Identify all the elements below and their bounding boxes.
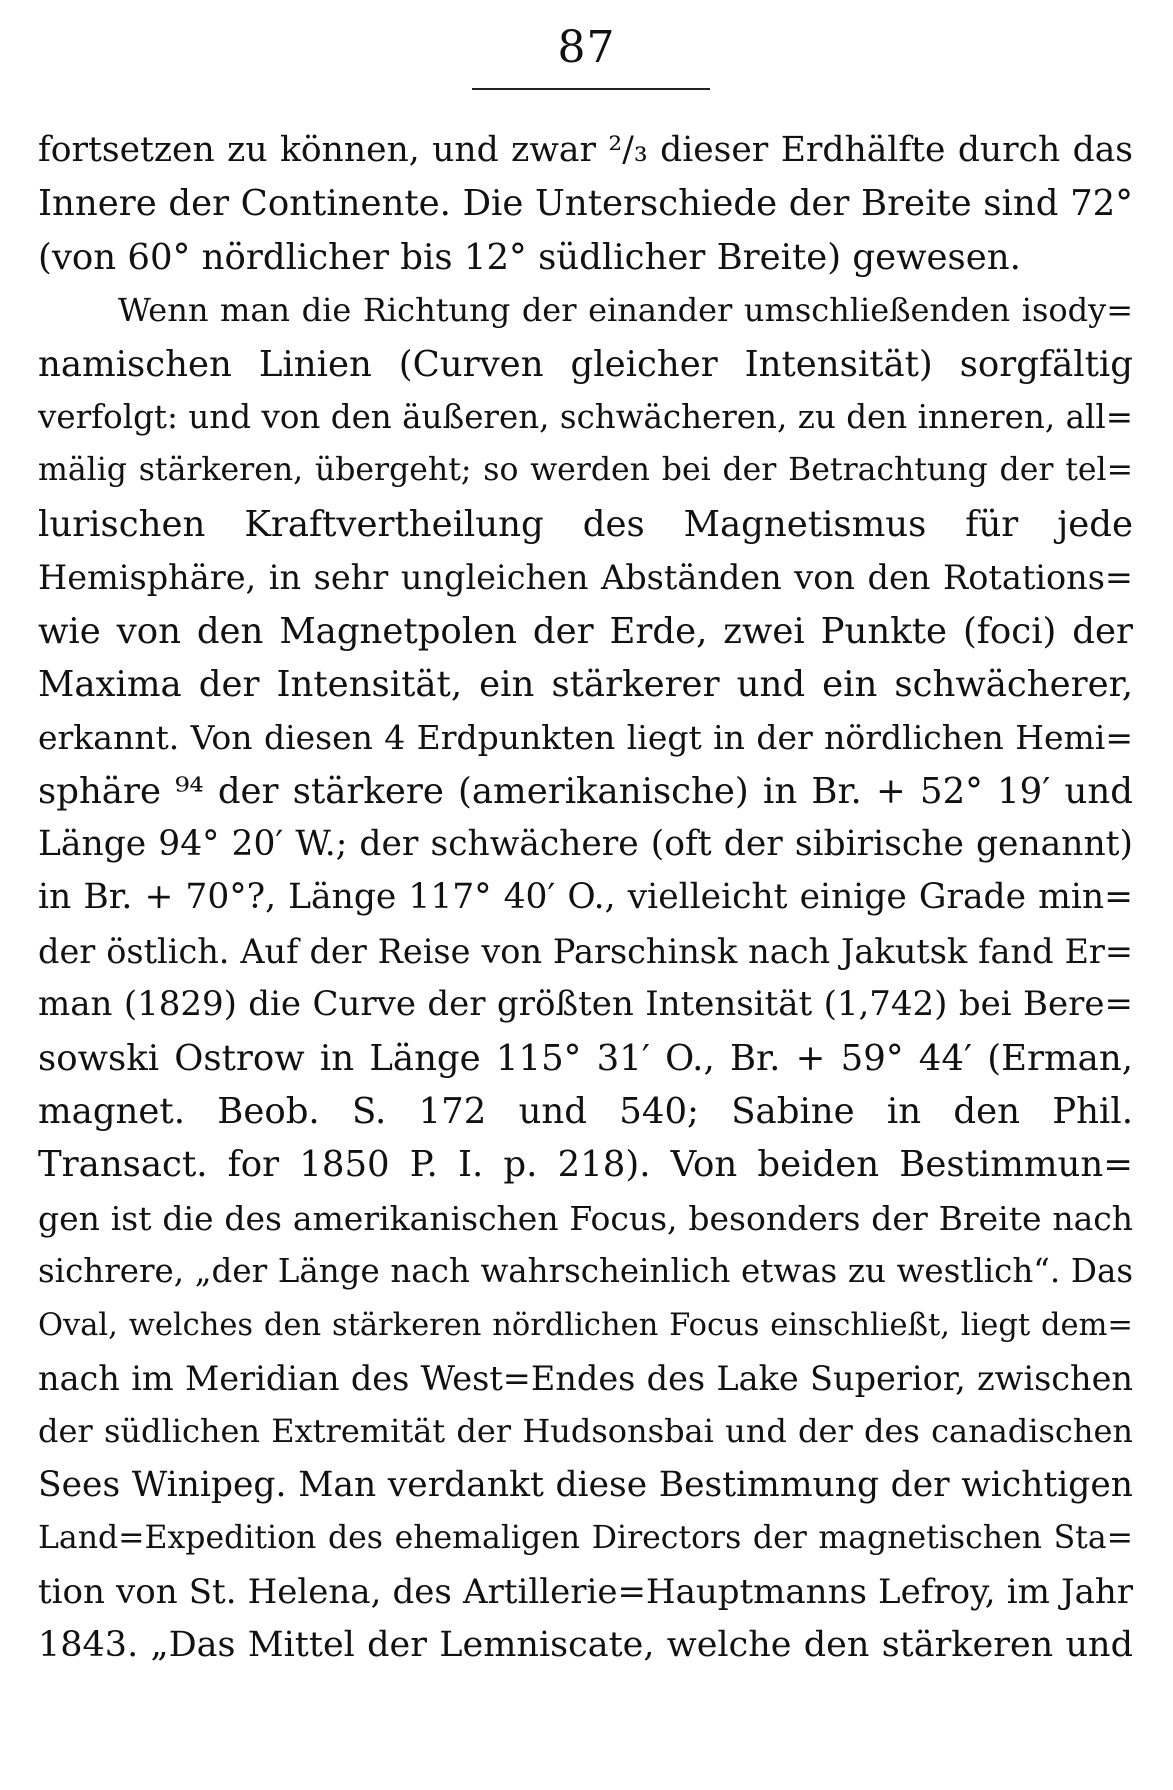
text-line: gen ist die des amerikanischen Focus, besonders der Breite nach [38,1198,1133,1238]
text-line: Innere der Continente. Die Unterschiede der Breite sind 72° [38,183,1133,225]
text-line: der östlich. Auf der Reise von Parschinsk nach Jakutsk fand Er= [38,931,1133,971]
text-line: magnet. Beob. S. 172 und 540; Sabine in den Phil. [38,1091,1133,1133]
text-line: der südlichen Extremität der Hudsonsbai und der des canadischen [38,1412,1133,1451]
text-line: nach im Meridian des West=Endes des Lake Superior, zwischen [38,1358,1133,1398]
text-line: tion von St. Helena, des Artillerie=Hauptmanns Lefroy, im Jahr [38,1571,1133,1612]
text-line: wie von den Magnetpolen der Erde, zwei Punkte (foci) der [38,610,1133,652]
text-line: fortsetzen zu können, und zwar ²/₃ dieser Erdhälfte durch das [38,130,1133,170]
text-line: in Br. + 70°?, Länge 117° 40′ O., vielleicht einige Grade min= [38,877,1133,918]
text-line: Land=Expedition des ehemaligen Directors der magnetischen Sta= [38,1520,1133,1557]
page-number: 87 [557,22,616,73]
text-line: man (1829) die Curve der größten Intensität (1,742) bei Bere= [38,984,1133,1025]
text-line: sowski Ostrow in Länge 115° 31′ O., Br. + 59° 44′ (Erman, [38,1037,1133,1079]
text-line: erkannt. Von diesen 4 Erdpunkten liegt in der nördlichen Hemi= [38,718,1133,758]
text-line: sphäre ⁹⁴ der stärkere (amerikanische) in Br. + 52° 19′ und [38,770,1133,812]
text-line: lurischen Kraftvertheilung des Magnetismus für jede [38,503,1133,545]
text-line: Wenn man die Richtung der einander umschließenden isody= [118,291,1133,330]
text-line: sichrere, „der Länge nach wahrscheinlich etwas zu westlich“. Das [38,1252,1133,1291]
text-line: 1843. „Das Mittel der Lemniscate, welche den stärkeren und [38,1624,1133,1665]
body-text [38,124,1133,1672]
text-line: Maxima der Intensität, ein stärkerer und ein schwächerer, [38,663,1133,705]
header-rule [472,88,710,90]
text-line: Länge 94° 20′ W.; der schwächere (oft der sibirische genannt) [38,824,1133,865]
text-line: mälig stärkeren, übergeht; so werden bei der Betrachtung der tel= [38,452,1133,489]
text-line: Oval, welches den stärkeren nördlichen Focus einschließt, liegt dem= [38,1307,1133,1343]
text-line: Hemisphäre, in sehr ungleichen Abständen von den Rotations= [38,558,1133,598]
text-line: Sees Winipeg. Man verdankt diese Bestimmung der wichtigen [38,1464,1133,1505]
text-line: Transact. for 1850 P. I. p. 218). Von beiden Bestimmun= [38,1144,1133,1186]
text-line: namischen Linien (Curven gleicher Intensität) sorgfältig [38,343,1133,385]
text-line: (von 60° nördlicher bis 12° südlicher Breite) gewesen. [38,236,1021,278]
text-line: verfolgt: und von den äußeren, schwächeren, zu den inneren, all= [38,397,1133,436]
